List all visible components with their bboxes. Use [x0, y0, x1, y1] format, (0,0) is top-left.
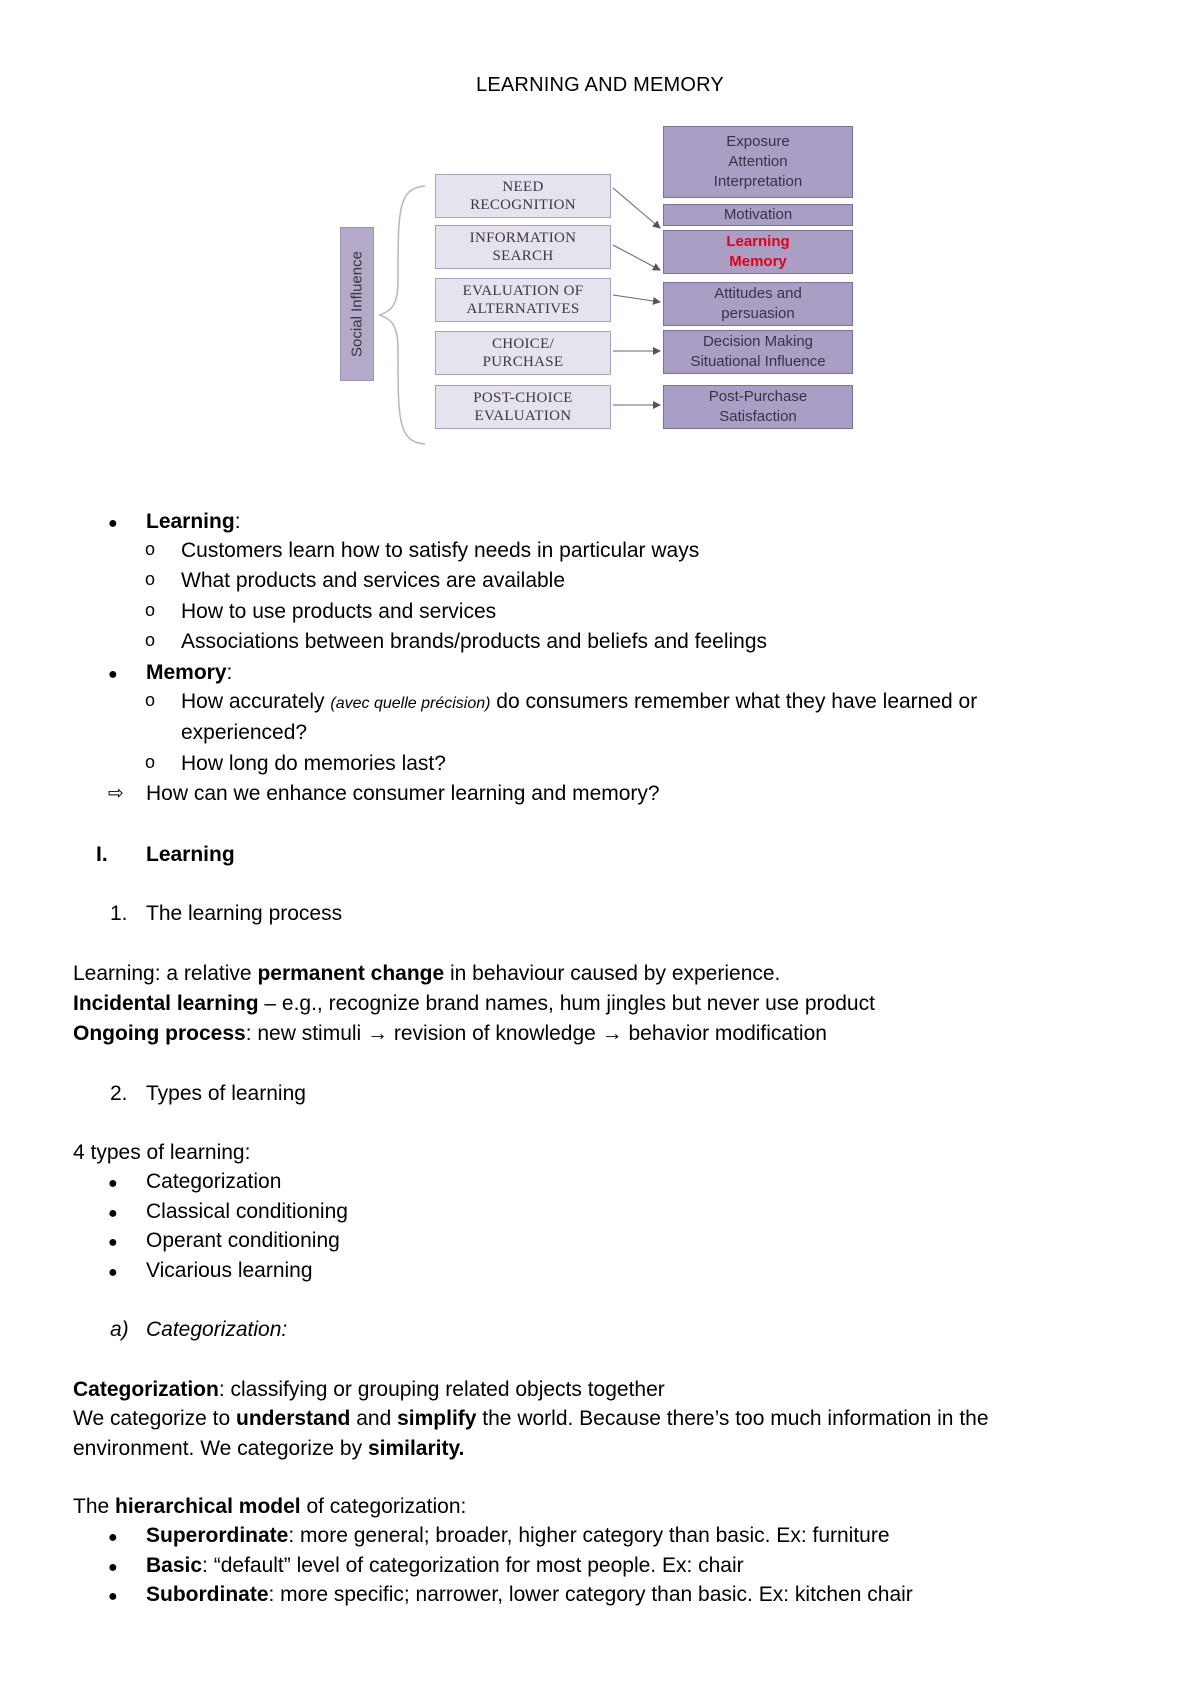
list-item: Classical conditioning [146, 1200, 348, 1223]
subsection-number: 2. [110, 1082, 128, 1105]
subsubsection-number: a) [110, 1318, 129, 1341]
social-influence-label: Social Influence [348, 251, 366, 357]
page-title: LEARNING AND MEMORY [476, 74, 724, 96]
arrow-evaluation [613, 295, 660, 302]
box-attitudes: Attitudes and persuasion [663, 282, 853, 326]
circle-bullet-icon: o [145, 752, 156, 772]
level-basic: Basic: “default” level of categorization for most people. Ex: chair [146, 1554, 744, 1577]
circle-bullet-icon: o [145, 600, 156, 620]
list-item: Vicarious learning [146, 1259, 313, 1282]
circle-bullet-icon: o [145, 539, 156, 559]
hierarchical-model-intro: The hierarchical model of categorization: [73, 1495, 467, 1518]
stage-need-recognition: NEED RECOGNITION [435, 174, 611, 218]
bullet-icon: ● [108, 1205, 118, 1222]
types-intro: 4 types of learning: [73, 1141, 251, 1164]
box-learning-memory: Learning Memory [663, 230, 853, 274]
list-item: Customers learn how to satisfy needs in particular ways [181, 539, 700, 562]
bullet-icon: ● [108, 1529, 118, 1546]
question-line: How can we enhance consumer learning and memory? [146, 782, 660, 805]
arrow-search [613, 245, 660, 270]
box-motivation: Motivation [663, 204, 853, 226]
section-heading: Learning [146, 843, 235, 866]
consumer-decision-diagram [340, 130, 860, 470]
stage-post-choice: POST-CHOICE EVALUATION [435, 385, 611, 429]
list-item: Categorization [146, 1170, 282, 1193]
subsection-heading: Types of learning [146, 1082, 306, 1105]
definition-learning: Learning: a relative permanent change in behaviour caused by experience. [73, 962, 781, 985]
list-item: Associations between brands/products and beliefs and feelings [181, 630, 768, 653]
list-item: How to use products and services [181, 600, 497, 623]
level-superordinate: Superordinate: more general; broader, higher category than basic. Ex: furniture [146, 1524, 890, 1547]
stage-choice-purchase: CHOICE/ PURCHASE [435, 331, 611, 375]
categorization-reason: We categorize to understand and simplify the world. Because there’s too much information in the [73, 1407, 989, 1430]
list-item: How accurately (avec quelle précision) do consumers remember what they have learned or [181, 690, 978, 713]
brace-shape [380, 186, 425, 444]
section-number: I. [96, 843, 108, 866]
bullet-icon: ● [108, 1175, 118, 1192]
ongoing-process: Ongoing process: new stimuli → revision of knowledge → behavior modification [73, 1022, 827, 1045]
subsection-number: 1. [110, 902, 128, 925]
bullet-icon: ● [108, 1264, 118, 1281]
memory-heading: Memory: [146, 661, 233, 684]
circle-bullet-icon: o [145, 630, 156, 650]
bullet-icon: ● [108, 1559, 118, 1576]
bullet-icon: ● [108, 1588, 118, 1605]
social-influence-bar [340, 227, 374, 381]
stage-information-search: INFORMATION SEARCH [435, 225, 611, 269]
box-decision-making: Decision Making Situational Influence [663, 330, 853, 374]
subsection-heading: The learning process [146, 902, 343, 925]
stage-evaluation: EVALUATION OF ALTERNATIVES [435, 278, 611, 322]
box-exposure: Exposure Attention Interpretation [663, 126, 853, 198]
categorization-reason-continued: environment. We categorize by similarity. [73, 1437, 465, 1460]
list-item: How long do memories last? [181, 752, 446, 775]
categorization-definition: Categorization: classifying or grouping related objects together [73, 1378, 665, 1401]
incidental-learning: Incidental learning – e.g., recognize brand names, hum jingles but never use product [73, 992, 875, 1015]
circle-bullet-icon: o [145, 690, 156, 710]
list-item: What products and services are available [181, 569, 566, 592]
arrow-need [613, 188, 660, 228]
subsubsection-heading: Categorization: [146, 1318, 288, 1341]
bullet-icon: ● [108, 1234, 118, 1251]
arrow-right-icon: ⇨ [108, 783, 124, 804]
learning-heading: Learning: [146, 510, 241, 533]
bullet-icon: ● [108, 666, 118, 683]
bullet-icon: ● [108, 515, 118, 532]
box-post-purchase: Post-Purchase Satisfaction [663, 385, 853, 429]
circle-bullet-icon: o [145, 569, 156, 589]
list-item-continued: experienced? [181, 721, 308, 744]
level-subordinate: Subordinate: more specific; narrower, lower category than basic. Ex: kitchen chair [146, 1583, 913, 1606]
list-item: Operant conditioning [146, 1229, 340, 1252]
